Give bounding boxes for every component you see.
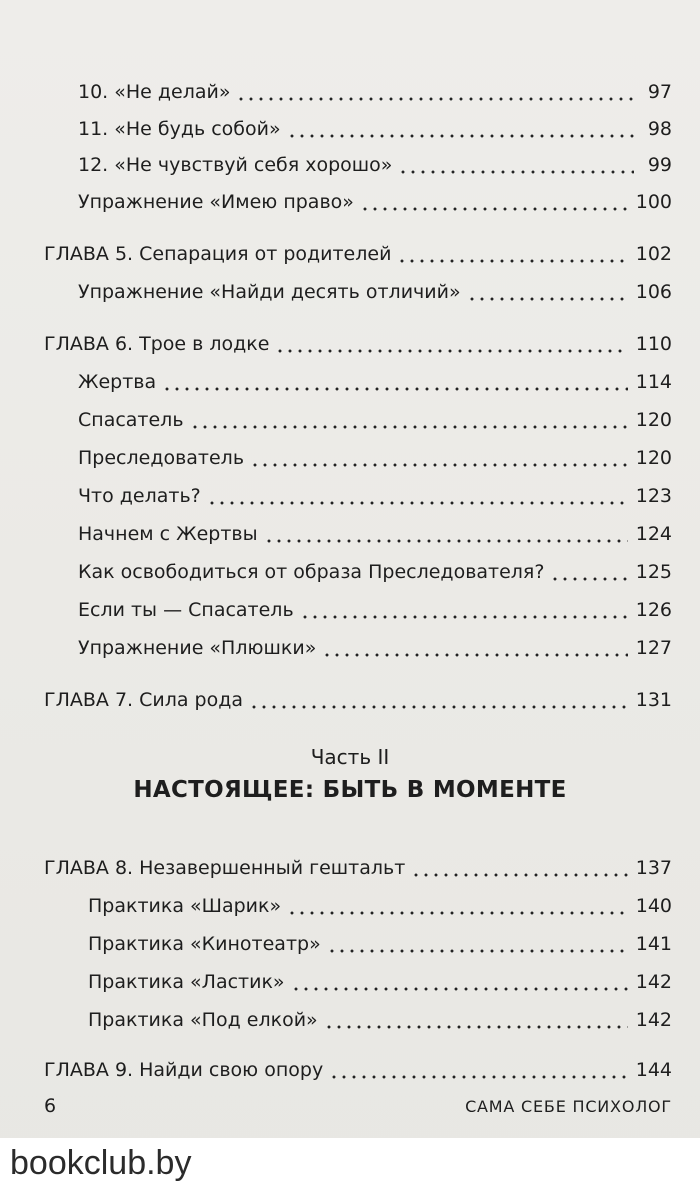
toc-entry	[88, 998, 672, 1032]
leader-dots	[300, 598, 628, 622]
toc-entry-label: Практика «Ластик»	[88, 971, 285, 993]
toc-entry-page: 97	[647, 81, 672, 103]
leader-dots	[397, 242, 627, 266]
toc-chapter	[44, 678, 672, 712]
toc-chapter	[44, 1048, 672, 1082]
toc-entry-page: 106	[635, 281, 672, 303]
toc-entry-label: 11. «Не будь собой»	[78, 118, 281, 140]
toc-entry-label: 12. «Не чувствуй себя хорошо»	[78, 154, 393, 176]
toc-entry	[78, 588, 672, 622]
leader-dots	[207, 484, 628, 508]
toc-chapter-page: 137	[635, 857, 672, 879]
toc-chapter	[44, 322, 672, 356]
toc-entry	[78, 474, 672, 508]
toc-entry-page: 142	[635, 1009, 672, 1031]
toc-entry-label: Если ты — Спасатель	[78, 599, 294, 621]
leader-dots	[250, 446, 628, 470]
toc-entry	[78, 143, 672, 177]
part-title: НАСТОЯЩЕЕ: БЫТЬ В МОМЕНТЕ	[133, 777, 567, 803]
toc-entry-label: Практика «Под елкой»	[88, 1009, 318, 1031]
toc-entry	[78, 70, 672, 104]
toc-chapter-page: 131	[635, 689, 672, 711]
leader-dots	[411, 856, 627, 880]
toc-entry	[78, 270, 672, 304]
toc-entry-label: Начнем с Жертвы	[78, 523, 258, 545]
toc-chapter-label: ГЛАВА 8. Незавершенный гештальт	[44, 857, 406, 879]
toc-entry	[78, 512, 672, 546]
toc-chapter-page: 102	[635, 243, 672, 265]
toc-entry	[78, 180, 672, 214]
leader-dots	[360, 190, 628, 214]
toc-chapter	[44, 232, 672, 266]
toc-chapter-label: ГЛАВА 5. Сепарация от родителей	[44, 243, 392, 265]
toc-entry-page: 100	[635, 191, 672, 213]
toc-chapter-page: 110	[635, 333, 672, 355]
watermark-text: bookclub.by	[10, 1144, 192, 1182]
toc-entry-page: 141	[635, 933, 672, 955]
toc-entry-label: Спасатель	[78, 409, 184, 431]
toc-entry-page: 114	[635, 371, 672, 393]
toc-entry-page: 99	[647, 154, 672, 176]
leader-dots	[249, 688, 628, 712]
leader-dots	[162, 370, 628, 394]
leader-dots	[322, 636, 627, 660]
leader-dots	[329, 1058, 628, 1082]
toc-entry-label: 10. «Не делай»	[78, 81, 231, 103]
leader-dots	[287, 117, 634, 141]
watermark-bar	[0, 1138, 700, 1194]
toc-chapter-label: ГЛАВА 9. Найди свою опору	[44, 1059, 324, 1081]
toc-entry-label: Жертва	[78, 371, 157, 393]
page-number: 6	[44, 1095, 57, 1117]
toc-entry-label: Упражнение «Найди десять отличий»	[78, 281, 461, 303]
toc-entry-label: Как освободиться от образа Преследователя?	[78, 561, 545, 583]
toc-entry-page: 98	[647, 118, 672, 140]
leader-dots	[190, 408, 628, 432]
leader-dots	[287, 894, 628, 918]
part-label: Часть II	[310, 745, 390, 769]
toc-entry-page: 124	[635, 523, 672, 545]
toc-entry-label: Практика «Кинотеатр»	[88, 933, 321, 955]
toc-entry-page: 126	[635, 599, 672, 621]
toc-entry-label: Что делать?	[78, 485, 201, 507]
toc-entry	[88, 960, 672, 994]
toc-entry-label: Упражнение «Имею право»	[78, 191, 354, 213]
toc-entry-page: 125	[635, 561, 672, 583]
leader-dots	[324, 1008, 628, 1032]
toc-entry-page: 140	[635, 895, 672, 917]
toc-entry	[78, 107, 672, 141]
running-title: САМА СЕБЕ ПСИХОЛОГ	[465, 1097, 672, 1116]
leader-dots	[327, 932, 628, 956]
toc-chapter-label: ГЛАВА 7. Сила рода	[44, 689, 244, 711]
toc-entry-page: 127	[635, 637, 672, 659]
toc-entry	[78, 550, 672, 584]
toc-entry	[78, 626, 672, 660]
toc-chapter	[44, 846, 672, 880]
leader-dots	[467, 280, 628, 304]
toc-entry	[78, 398, 672, 432]
leader-dots	[550, 560, 627, 584]
leader-dots	[291, 970, 628, 994]
leader-dots	[236, 80, 634, 104]
leader-dots	[264, 522, 628, 546]
toc-entry	[88, 922, 672, 956]
toc-entry	[88, 884, 672, 918]
toc-entry-label: Преследователь	[78, 447, 245, 469]
toc-entry-page: 120	[635, 447, 672, 469]
toc-entry-label: Практика «Шарик»	[88, 895, 282, 917]
leader-dots	[398, 153, 634, 177]
toc-chapter-label: ГЛАВА 6. Трое в лодке	[44, 333, 270, 355]
toc-entry-label: Упражнение «Плюшки»	[78, 637, 317, 659]
toc-chapter-page: 144	[635, 1059, 672, 1081]
toc-entry	[78, 360, 672, 394]
toc-entry-page: 120	[635, 409, 672, 431]
toc-entry	[78, 436, 672, 470]
toc-entry-page: 142	[635, 971, 672, 993]
leader-dots	[275, 332, 627, 356]
toc-entry-page: 123	[635, 485, 672, 507]
